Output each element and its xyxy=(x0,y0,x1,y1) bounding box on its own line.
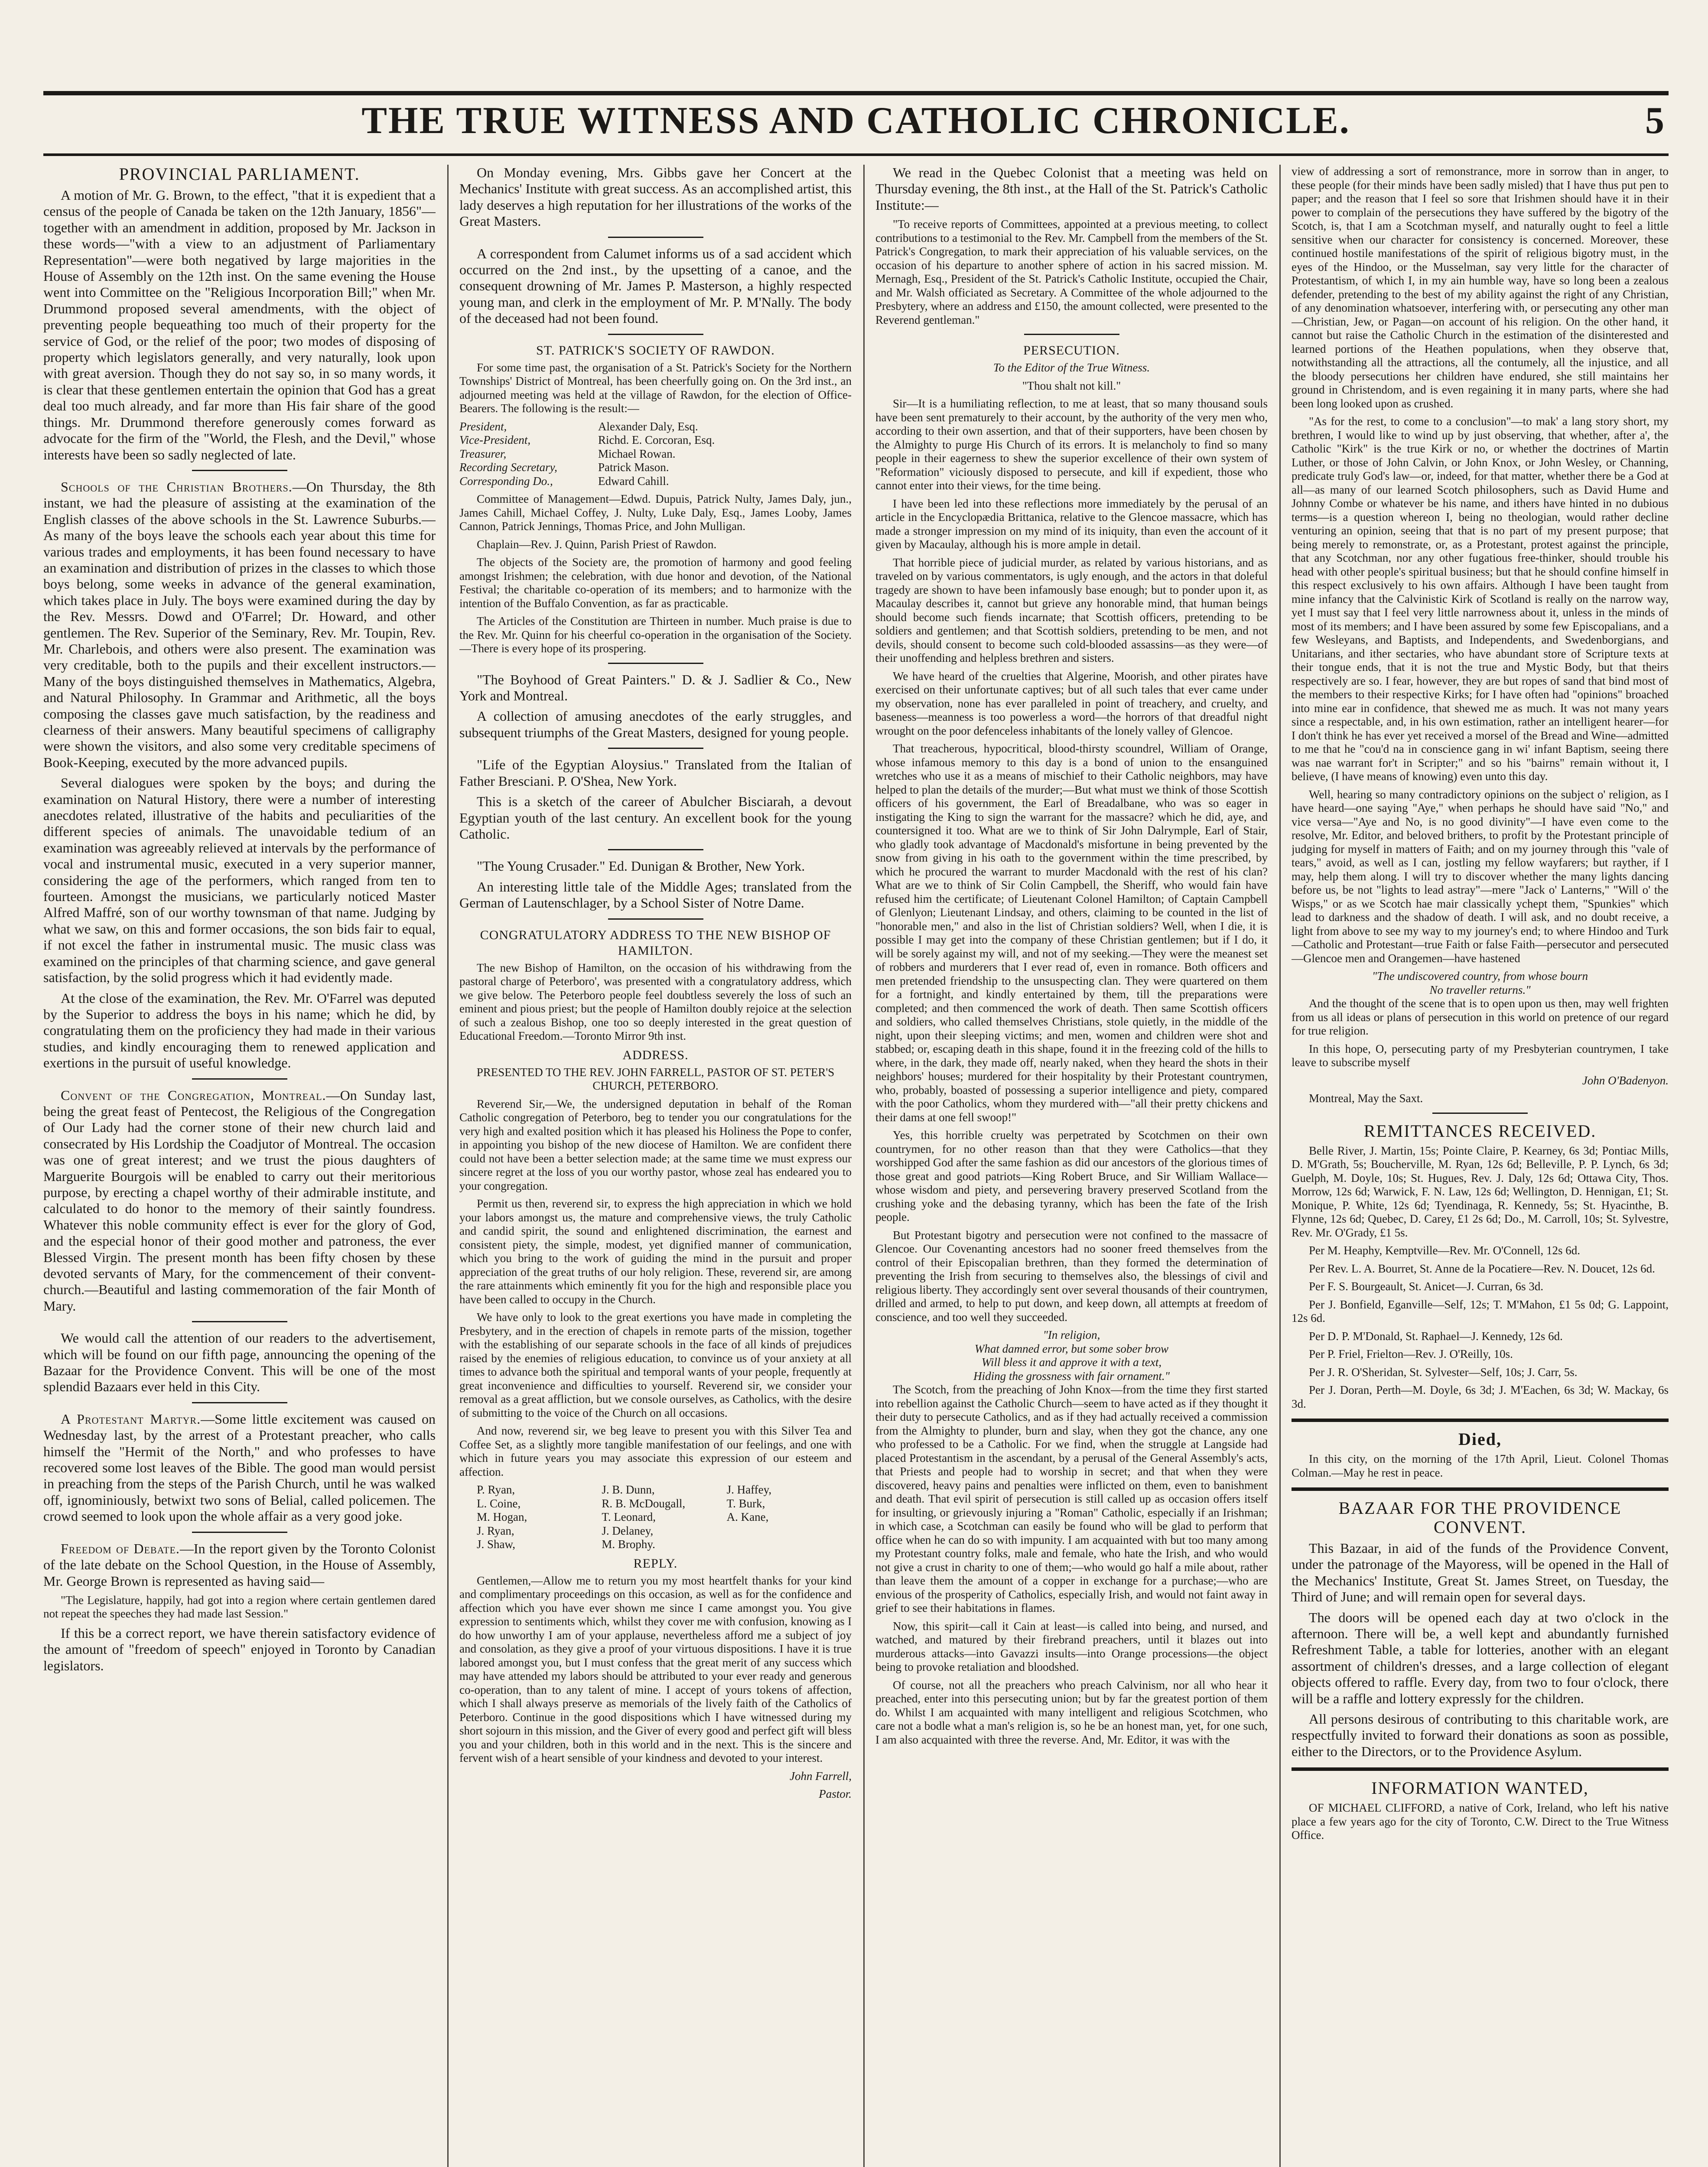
article-paragraph: On Monday evening, Mrs. Gibbs gave her Concert at the Mechanics' Institute with great success. As an accomplished artist, this lady deserves a high reputation for her illustrations of the works of the Great Masters. xyxy=(459,165,852,229)
article-paragraph: Now, this spirit—call it Cain at least—is called into being, and nursed, and watched, and matured by their firebrand preachers, until it blazes out into murderous attacks—into Gavazzi insults—into Orange processions—the object being to provoke retaliation and bloodshed. xyxy=(875,1619,1268,1674)
article-paragraph: But Protestant bigotry and persecution were not confined to the massacre of Glencoe. Our Covenanting ancestors had no sooner freed themselves from the control of their Episcopalian brethren, than they formed the determination of preventing the Irish from securing to themselves also, the blessings of civil and religious liberty. They accordingly sent over several thousands of their countrymen, drilled and armed, to help to put down, and keep down, all attempts at freedom of conscience, and too well they succeeded. xyxy=(875,1228,1268,1324)
subheading: REPLY. xyxy=(633,1556,678,1571)
signer-name: T. Burk, xyxy=(726,1497,765,1510)
signer-name xyxy=(727,1538,852,1552)
newspaper-title: THE TRUE WITNESS AND CATHOLIC CHRONICLE. xyxy=(361,100,1350,142)
officer-row xyxy=(459,475,852,488)
officer-role: Corresponding Do., xyxy=(459,474,553,488)
column-4 xyxy=(1292,165,1669,2167)
article-paragraph xyxy=(43,1541,436,1589)
article-paragraph xyxy=(43,1087,436,1315)
separator-rule xyxy=(1292,1767,1669,1771)
article-paragraph: That treacherous, hypocritical, blood-thirsty scoundrel, William of Orange, whose infamous memory to this day is a bond of union to the ensanguined wretches who use it as a means of mischief to their Catholic neighbors, may have helped to plan the details of the murder;—But what must we think of those Scottish officers of his government, the Earl of Breadalbane, who was so eager in instigating the King to sign the warrant for the massacre? which he did, aye, and countersigned it too. What are we to think of Sir John Dalrymple, Earl of Stair, who gladly took advantage of Macdonald's misfortune in being prevented by the snow from giving in his oath to the government within the time prescribed, by which he procured the warrant to murder Macdonald with the rest of his clan? What are we to think of Sir Colin Campbell, the Sheriff, who would fain have refused him the certificate; of Lieutenant Colonel Hamilton; of Captain Campbell of Glenlyon; Lieutenant Lindsay, and others, claiming to be counted in the list of "honorable men," and also in the list of Christian soldiers? Well, when I die, it is possible I may get into the company of these Christian gentlemen; but if I do, it will be sorely against my will, and not of my seeking.—They were the meanest set of robbers and murderers that I ever read of, even in romance. Both officers and men pretended friendship to the unsuspecting clan. They were quartered on them for a fortnight, and kindly entertained by them, till the preparations were completed; and then commenced the work of death. Then same Scottish officers and soldiers, who called themselves Christians, stole quietly, in the middle of the night, upon their sleeping victims; and men, women and children were shot and stabbed; or, escaping death in this shape, found it in the freezing cold of the hills to where, in the dark, they made off, nearly naked, when they heard the shots in their neighbors' houses; murdered for their hospitality by their Protestant countrymen, who, probably, boasted of possessing a superior intelligence and piety, compared with the poor Catholics, whom they murdered with—"all their pretty chickens and their dams at one fell swoop!" xyxy=(875,742,1268,1124)
separator-rule xyxy=(608,918,703,920)
article-paragraph: Yes, this horrible cruelty was perpetrated by Scotchmen on their own countrymen, for no other reason than that they were Catholics—that they worshipped God after the same fashion as did our ancestors of the glorious times of those great and good patriots—King Robert Bruce, and Sir William Wallace—whose wisdom and piety, and persevering bravery preserved Scotland from the crushing yoke and the debasing tyranny, which has been the fate of the Irish people. xyxy=(875,1129,1268,1224)
signers-list xyxy=(477,1483,852,1552)
officer-role: President, xyxy=(459,420,507,433)
signer-name: A. Kane, xyxy=(726,1510,769,1524)
masthead-top-rule xyxy=(43,91,1669,95)
verse-line: What damned error, but some sober brow xyxy=(974,1342,1169,1355)
verse-line: Will bless it and approve it with a text, xyxy=(981,1356,1162,1369)
article-paragraph: In this hope, O, persecuting party of my Presbyterian countrymen, I take leave to subscribe myself xyxy=(1292,1042,1669,1069)
article-lead: A Protestant Martyr. xyxy=(61,1411,201,1427)
article-paragraph: We read in the Quebec Colonist that a meeting was held on Thursday evening, the 8th inst., at the Hall of the St. Patrick's Catholic Institute:— xyxy=(875,165,1268,213)
verse-line: "In religion, xyxy=(1043,1328,1100,1342)
officer-role: Vice-President, xyxy=(459,433,531,447)
signer-name: P. Ryan, xyxy=(477,1483,515,1497)
verse-line: "The undiscovered country, from whose bourn xyxy=(1372,970,1588,983)
quoted-text: "To receive reports of Committees, appointed at a previous meeting, to collect contributions to a testimonial to the Rev. Mr. Campbell from the members of the St. Patrick's Congregation, to mark their appreciation of his valuable services, on the occasion of his departure to another sphere of action in his sacred mission. M. Mernagh, Esq., President of the St. Patrick's Catholic Institute, occupied the Chair, and Mr. Walsh officiated as Secretary. A Committee of the whole adjourned to the Presbytery, where an address and £150, the amount collected, were presented to the Reverend gentleman." xyxy=(875,218,1268,326)
article-paragraph: The doors will be opened each day at two o'clock in the afternoon. There will be, a well kept and abundantly furnished Refreshment Table, a table for lotteries, another with an elegant assortment of children's dresses, and a large collection of elegant objects offered to raffle. Every day, from two to four o'clock, there will be a raffle and lottery expressly for the children. xyxy=(1292,1609,1669,1706)
verse-quote xyxy=(1292,970,1669,997)
article-paragraph: Gentlemen,—Allow me to return you my most heartfelt thanks for your kind and complimentary proceedings on this occasion, as well as for the confidence and affection which you have ever shown me since I came amongst you. You give expression to sentiments which, whilst they cover me with confusion, knowing as I do how unworthy I am of your applause, nevertheless afford me a subject of joy and consolation, as they give a proof of your virtuous dispositions. I have it is true labored amongst you, but I must confess that the great merit of any success which may have attended my labors should be attributed to your ever ready and generous co-operation, than to any talent of mine. I accept of yours tokens of affection, which I shall always preserve as memorials of the lively faith of the Catholics of Peterboro. Continue in the good dispositions which I have witnessed during my short sojourn in this mission, and the Giver of every good and perfect gift will bless you and your children, both in this world and in the next. This is the sincere and fervent wish of a heart sensible of your kindness and devoted to your interest. xyxy=(459,1574,852,1765)
signer-name: T. Leonard, xyxy=(602,1510,656,1524)
officer-name: Edward Cahill. xyxy=(598,474,669,488)
article-paragraph: OF MICHAEL CLIFFORD, a native of Cork, Ireland, who left his native place a few years ago for the city of Toronto, C.W. Direct to the True Witness Office. xyxy=(1292,1801,1669,1842)
letter-motto: "Thou shalt not kill." xyxy=(1022,379,1121,392)
officer-name: Richd. E. Corcoran, Esq. xyxy=(598,433,715,447)
article-paragraph: We have only to look to the great exertions you have made in completing the Presbytery, and in the erection of chapels in remote parts of the mission, together with the establishing of our separate schools in the face of all kinds of prejudices raised by the enemies of religious education, to convince us of your anxiety at all times to advance both the spiritual and temporal wants of your people, frequently at great inconvenience and difficulties to yourself. Reverend sir, we consider your removal as a great affliction, but we console ourselves, as Catholics, with the desire of submitting to the voice of the Church on all occasions. xyxy=(459,1311,852,1419)
article-paragraph: Reverend Sir,—We, the undersigned deputation in behalf of the Roman Catholic congregation of Peterboro, beg to tender you our congratulations for the very high and exalted position which it has pleased his Holiness the Pope to confer, in appointing you bishop of the new diocese of Hamilton. We are confident there could not have been a better selection made; at the same time we must express our sincere regret at the loss of you our worthy pastor, whose zeal has endeared you to your congregation. xyxy=(459,1097,852,1192)
column-1 xyxy=(43,165,436,2167)
article-paragraph: Permit us then, reverend sir, to express the high appreciation in which we hold your labors amongst us, the mature and comprehensive views, the truly Catholic and candid spirit, the sound and enlightened discrimination, the earnest and consistent piety, the simple, modest, yet dignified manner of communication, which you bring to the work of guiding the mind in the pursuit and proper appreciation of the great truths of our holy religion. These, reverend sir, are among the rare attainments which eminently fit you for the high and responsible place you have been called to occupy in the Church. xyxy=(459,1197,852,1306)
separator-rule xyxy=(1292,1419,1669,1422)
article-lead: Schools of the Christian Brothers. xyxy=(61,478,293,495)
article-paragraph: If this be a correct report, we have therein satisfactory evidence of the amount of "freedom of speech" enjoyed in Toronto by Canadian legislators. xyxy=(43,1625,436,1673)
verse-line: Hiding the grossness with fair ornament." xyxy=(973,1369,1170,1383)
separator-rule xyxy=(608,748,703,749)
signer-name: J. Shaw, xyxy=(477,1538,516,1551)
article-paragraph: "As for the rest, to come to a conclusion"—to mak' a lang story short, my brethren, I would like to wind up by just observing, that whether, after a', the Catholic "Kirk" is the true Kirk or no, or whether the doctrines of Martin Luther, or those of John Calvin, or John Knox, or John Wesley, or Channing, predicate truly God's law—or, indeed, for that matter, whether there be a God at all—as many of our learned Scotch philosophers, such as David Hume and Johnny Combe or whatever be his name, and ithers have hinted in no dubious terms—is a question whereon I, being no theologian, would rather decline venturing an opinion, seeing that that is no part of my present purpose; that being merely to remonstrate, or, as a Protestant, protest against the principle, that any Scotchman, nor any other fugatious free-thinker, should trouble his head with other people's spiritual business; but that he should confine himself in this respect exclusively to his own affairs. Although I have been taught from mine infancy that the Calvinistic Kirk of Scotland is really on the narrow way, yet I must say that I feel very little narrowness about it, unless in the minds of most of its members; and I have been assured by some few Episcopalians, and a few Wesleyans, and Baptists, and Independents, and Swedenborgians, and Unitarians, and ither sectaries, who have abundant store of Scripture texts at their tongue ends, that it is not the true and Mystic Body, but that theirs respectively are so. I fear, however, they are but ropes of sand that bind most of the members to their respective Kirks; for I have often had "opinions" broached into mine ear in confidence, that shewed me as much. It was not many years since a respectable, and, in his own estimation, rather an intelligent hearer—for I don't think he has ever yet received a morsel of the Bread and Wine—admitted to me that he "cou'd na in conscience gang in wi' infant Baptism, seeing there was nae warrant for't in Scripter;" and so his "bairns" remain without it, I believe, (I have means of knowing) even unto this day. xyxy=(1292,415,1669,783)
article-paragraph: And the thought of the scene that is to open upon us then, may well frighten from us all ideas or plans of persecution in this world on pretence of our regard for true religion. xyxy=(1292,997,1669,1037)
article-paragraph: All persons desirous of contributing to this charitable work, are respectfully invited to forward their donations as soon as possible, either to the Directors, or to the Providence Asylum. xyxy=(1292,1711,1669,1759)
verse-line: No traveller returns." xyxy=(1429,983,1531,996)
signer-name: M. Brophy. xyxy=(602,1538,655,1551)
column-divider xyxy=(447,165,449,2167)
remittance-entry: Per F. S. Bourgeault, St. Anicet—J. Curran, 6s 3d. xyxy=(1309,1280,1544,1293)
article-paragraph: This Bazaar, in aid of the funds of the Providence Convent, under the patronage of the Mayoress, will be opened in the Hall of the Mechanics' Institute, Great St. James Street, on Tuesday, the Third of June; and will remain open for several days. xyxy=(1292,1540,1669,1605)
signer-name xyxy=(727,1524,852,1538)
article-text: —In the report given by the Toronto Colonist of the late debate on the School Question, in the House of Assembly, Mr. George Brown is represented as having said— xyxy=(43,1540,436,1589)
book-title: "Life of the Egyptian Aloysius." Translated from the Italian of Father Bresciani. P. O'Shea, New York. xyxy=(459,757,852,789)
column-3 xyxy=(875,165,1268,2167)
remittance-list: Belle River, J. Martin, 15s; Pointe Claire, P. Kearney, 6s 3d; Pontiac Mills, D. M'Grath, 5s; Boucherville, M. Ryan, 12s 6d; Belleville, P. P. Lynch, 6s 3d; Guelph, M. Doyle, 10s; St. Hugues, Rev. J. Daly, 12s 6d; Ottawa City, Thos. Morrow, 12s 6d; Warwick, F. N. Law, 12s 6d; Wellington, D. Hennigan, £1; St. Monique, P. White, 12s 6d; Tyendinaga, R. Kennedy, 5s; St. Hyacinthe, B. Flynne, 12s 6d; Quebec, D. Carey, £1 2s 6d; Do., M. Carroll, 10s; St. Sylvestre, Rev. Mr. O'Grady, £1 5s. xyxy=(1292,1144,1669,1239)
article-paragraph: Well, hearing so many contradictory opinions on the subject o' religion, as I have heard—one saying "Aye," when perhaps he should have said "No," and vice versa—"Aye and No, is no good divinity"—I have even come to the resolve, Mr. Editor, and beloved brithers, to profit by the Protestant principle of judging for myself in matters of Faith; and on my journey through this "vale of tears," avoid, as well as I can, jostling my fellow wayfarers; but rayther, if I may, help them along. I will try to discover whether the many lights dancing before us, be not "lights to lead astray"—mere "Jack o' Lanterns," "Will o' the Wisps," or as we Scotch hae mair classically ychept them, "Spunkies" which lead to darkness and the shadow of death. I will ask, and no doubt receive, a light from above to see my way to my journey's end; to where Hindoo and Turk—Catholic and Protestant—true Faith or false Faith—persecutor and persecuted—Glencoe men and Orangemen—have hastened xyxy=(1292,787,1669,965)
article-paragraph: And now, reverend sir, we beg leave to present you with this Silver Tea and Coffee Set, as a slightly more tangible manifestation of our feelings, and one with which in future years you may associate this expression of our esteem and affection. xyxy=(459,1424,852,1478)
remittance-entry: Per J. R. O'Sheridan, St. Sylvester—Self, 10s; J. Carr, 5s. xyxy=(1309,1365,1578,1379)
article-text: —On Thursday, the 8th instant, we had the pleasure of assisting at the examination of the English classes of the above schools in the St. Lawrence Suburbs.—As many of the boys leave the schools each year about this time for various trades and employments, it has been found necessary to have an examination and distribution of prizes in the classes to which those boys belong, some weeks in advance of the general examination, which takes place in July. The boys were examined during the day by the Rev. Messrs. Dowd and O'Farrel; Dr. Howard, and other gentlemen. The Rev. Superior of the Seminary, Rev. Mr. Toupin, Rev. Mr. Charlebois, and others were also present. The examination was very creditable, both to the pupils and their excellent instructors.—Many of the boys distinguished themselves in Mathematics, Algebra, and Natural Philosophy. In Grammar and Arithmetic, all the boys composing the classes gave much satisfaction, by the readiness and clearness of their answers. Many beautiful specimens of calligraphy were shown the visitors, and also some very creditable specimens of Book-Keeping, executed by the more advanced pupils. xyxy=(43,478,436,770)
article-paragraph: That horrible piece of judicial murder, as related by various historians, and as traveled on by various commentators, is ugly enough, and the actors in that doleful tragedy are shown to have been infamously base enough; but to ponder upon it, as Macaulay describes it, cannot but grieve any honorable mind, that human beings should become such fiends incarnate; that Scottish officers, pretending to be soldiers and gentlemen; and that Scottish soldiers, pretending to be men, and not devils, should consent to become such cold-blooded assassins—as they were—of their unoffending and helpless brethren and sisters. xyxy=(875,556,1268,665)
officer-role: Recording Secretary, xyxy=(459,461,557,474)
column-2 xyxy=(459,165,852,2167)
remittance-entry: Per D. P. M'Donald, St. Raphael—J. Kennedy, 12s 6d. xyxy=(1309,1329,1563,1343)
article-paragraph: A motion of Mr. G. Brown, to the effect, "that it is expedient that a census of the people of Canada be taken on the 12th January, 1856"—together with an amendment in addition, proposed by Mr. Jackson in these words—"with a view to an adjustment of Parliamentary Representation"—were both negatived by large majorities in the House of Assembly on the 12th inst. On the same evening the House went into Committee on the "Religious Incorporation Bill;" when Mr. Drummond proposed several amendments, with the object of preventing people bequeathing too much of their property for the service of God, or the relief of the poor; two modes of disposing of property which legislators generally, and very naturally, look upon with great aversion. Though they do not say so, in so many words, it is clear that these gentlemen entertain the opinion that God has a great deal too much already, and far more than His fair share of the good things. Mr. Drummond therefore generously comes forward as advocate for the firm of the "World, the Flesh, and the Devil," whose interests have been so sadly neglected of late. xyxy=(43,187,436,462)
officer-name: Michael Rowan. xyxy=(598,447,676,460)
article-paragraph: A correspondent from Calumet informs us of a sad accident which occurred on the 2nd inst., by the upsetting of a canoe, and the consequent drowning of Mr. James P. Masterson, a highly respected young man, and clerk in the employment of Mr. P. M'Nally. The body of the deceased had not been found. xyxy=(459,245,852,326)
signer-name: M. Hogan, xyxy=(477,1510,527,1524)
separator-rule xyxy=(608,237,703,238)
remittance-entry: Per J. Doran, Perth—M. Doyle, 6s 3d; J. M'Eachen, 6s 3d; W. Mackay, 6s 3d. xyxy=(1292,1383,1669,1410)
separator-rule xyxy=(192,1532,287,1533)
officer-row xyxy=(459,433,852,447)
signer-name: J. Haffey, xyxy=(726,1483,772,1497)
separator-rule xyxy=(1292,1487,1669,1491)
article-paragraph: This is a sketch of the career of Abulcher Bisciarah, a devout Egyptian youth of the last century. An excellent book for the young Catholic. xyxy=(459,794,852,842)
letter-address: To the Editor of the True Witness. xyxy=(993,361,1150,374)
dateline: Montreal, May the Saxt. xyxy=(1309,1092,1423,1105)
section-heading: CONGRATULATORY ADDRESS TO THE NEW BISHOP OF HAMILTON. xyxy=(480,927,831,958)
officer-row xyxy=(459,447,852,461)
article-paragraph: The objects of the Society are, the promotion of harmony and good feeling amongst Irishmen; the celebration, with due honor and devotion, of the National Festival; the charitable co-operation of its members; and to harmonize with the intention of the Buffalo Convention, as far as practicable. xyxy=(459,556,852,610)
article-paragraph: A collection of amusing anecdotes of the early struggles, and subsequent triumphs of the Great Masters, designed for young people. xyxy=(459,708,852,740)
signer-name: J. B. Dunn, xyxy=(602,1483,655,1497)
page-number: 5 xyxy=(1645,100,1664,142)
masthead xyxy=(43,91,1669,156)
separator-rule xyxy=(608,334,703,335)
article-paragraph: The Articles of the Constitution are Thirteen in number. Much praise is due to the Rev. Mr. Quinn for his cheerful co-operation in the organisation of the Society.—There is every hope of its prospering. xyxy=(459,615,852,655)
article-paragraph xyxy=(43,479,436,771)
officer-row xyxy=(459,420,852,434)
section-heading: Died, xyxy=(1458,1429,1502,1449)
article-paragraph: view of addressing a sort of remonstrance, more in sorrow than in anger, to these people (for their minds have been sadly misled) that I have thus put pen to paper; and the reason that I feel so sore that Irishmen should have it in their power to complain of the persecutions they have suffered by the bigotry of the Scotch, is, that I am a Scotchman myself, and naturally ought to feel a little sensitive when our character for consistency is concerned. Moreover, these continued hostile manifestations of the spirit of religious bigotry must, in the eyes of the Hindoo, or the Musselman, say very little for the character of Protestantism, of which I, in my ain humble way, have so long been a zealous defender, pretending to the best of my ability against the right of any Christian, of any denomination whatsoever, interfering with, or persecuting any other man—Christian, Jew, or Pagan—on account of his religion. On the other hand, it cannot but raise the Catholic Church in the estimation of the disinterested and learned portions of the Heathen populations, when they observe that, notwithstanding all the attractions, all the contumely, all the injustice, and all the bloody persecutions her children have endured, she still maintains her ground in Christendom, and is even regaining it in many parts, where she had been long looked upon as crushed. xyxy=(1292,165,1669,410)
columns xyxy=(43,165,1669,2167)
separator-rule xyxy=(608,663,703,664)
remittance-entry: Per M. Heaphy, Kemptville—Rev. Mr. O'Connell, 12s 6d. xyxy=(1309,1244,1581,1257)
article-paragraph: I have been led into these reflections more immediately by the perusal of an article in the Encyclopædia Brittanica, relative to the Glencoe massacre, which has made a stronger impression on my mind of its iniquity, than even the account of it given by Macaulay, although his is more ample in detail. xyxy=(875,497,1268,551)
article-text: —On Sunday last, being the great feast of Pentecost, the Religious of the Congregation of Our Lady had the corner stone of their new church laid and consecrated by His Lordship the Coadjutor of Montreal. The occasion was one of great interest; and we trust the pious daughters of Marguerite Bourgois will be enabled to carry out their meritorious purpose, by erecting a chapel worthy of their admirable institute, and calculated to do honor to the memory of their saintly foundress. Whatever this noble community effect is ever for the glory of God, and the especial honor of their good mother and patroness, the ever Blessed Virgin. The present month has been fifty chosen by these devoted servants of Mary, for the commencement of their convent-church.—Beautiful and lasting commemoration of the fair Month of Mary. xyxy=(43,1087,436,1314)
remittance-entry: Per Rev. L. A. Bourret, St. Anne de la Pocatiere—Rev. N. Doucet, 12s 6d. xyxy=(1309,1262,1655,1275)
article-paragraph: Chaplain—Rev. J. Quinn, Parish Priest of Rawdon. xyxy=(477,537,717,551)
officers-list xyxy=(459,420,852,488)
article-paragraph: We would call the attention of our readers to the advertisement, which will be found on our fifth page, announcing the opening of the Bazaar for the Providence Convent. This will be one of the most splendid Bazaars ever held in this City. xyxy=(43,1330,436,1395)
officer-name: Patrick Mason. xyxy=(598,461,669,474)
section-heading: ST. PATRICK'S SOCIETY OF RAWDON. xyxy=(536,343,775,358)
section-heading: REMITTANCES RECEIVED. xyxy=(1363,1121,1597,1141)
article-paragraph: Committee of Management—Edwd. Dupuis, Patrick Nulty, James Daly, jun., James Cahill, Michael Coffey, J. Nulty, Luke Daly, Esq., James Looby, James Cannon, Patrick Jennings, Thomas Price, and John Mulligan. xyxy=(459,492,852,533)
article-text: —Some little excitement was caused on Wednesday last, by the arrest of a Protestant preacher, who calls himself the "Hermit of the North," and who professes to have recovered some lost leaves of the Bible. The good man would persist in preaching from the steps of the Parish Church, until he was walked off, ignominiously, betwixt two sons of Belial, called policemen. The crowd seemed to look upon the whole affair as a very good joke. xyxy=(43,1411,436,1524)
separator-rule xyxy=(1432,1113,1528,1114)
signer-name: R. B. McDougall, xyxy=(602,1497,686,1510)
article-paragraph: We have heard of the cruelties that Algerine, Moorish, and other pirates have exercised on their unfortunate captives; but of all such tales that ever came under my observation, none has ever paralleled in point of treachery, and cruelty, and baseness—meanness is too powerless a word—the horrors of that dreadful night wrought on the poor defenceless inhabitants of the lonely valley of Glencoe. xyxy=(875,669,1268,737)
masthead-bottom-rule xyxy=(43,153,1669,156)
article-paragraph: The Scotch, from the preaching of John Knox—from the time they first started into rebellion against the Catholic Church—seem to have acted as if they thought it their duty to persecute Catholics, and as if they had actually received a commission from the Almighty to plunder, burn and slay, when they got the chance, any one who professed to be a Catholic. For we find, when the struggle at Langside had placed Protestantism in the ascendant, by a perusal of the General Assembly's acts, that Priests and people had to worship in secret; and that when they were discovered, heavy pains and penalties were inflicted on them, even to banishment and death. That evil spirit of persecution is still called up as occasion offers itself for insulting, or grievously injuring a "Roman" Catholic, especially if an Irishman; in which case, a Scotchman can easily be found who will be glad to perform that office when he can do so with impunity. I am acquainted with but too many among my Protestant country folks, male and female, who hate the Irish, and who would not give a crust in charity to one of them;—who would go half a mile about, rather than leave them the amount of a copper in exchange for a purchase;—who are envious of the prosperity of Catholics, especially Irish, and would not faint away in grief to see their habitations in flames. xyxy=(875,1383,1268,1615)
article-paragraph: For some time past, the organisation of a St. Patrick's Society for the Northern Townships' District of Montreal, has been cheerfully going on. On the 3rd inst., an adjourned meeting was held at the village of Rawdon, for the election of Office-Bearers. The following is the result:— xyxy=(459,361,852,415)
signature: John Farrell, xyxy=(790,1769,852,1783)
article-paragraph: Sir—It is a humiliating reflection, to me at least, that so many thousand souls have been sent prematurely to their account, by the authority of the very men who, according to their own assertion, and that of their supporters, have been chosen by the Almighty to purge His Church of its errors. It is melancholy to find so many people in their eagerness to shew the superior excellence of their own system of "Reformation" viciously disposed to persecute, and kill if expedient, those who cannot enter into their views, for the time being. xyxy=(875,397,1268,492)
signer-name: L. Coine, xyxy=(477,1497,521,1510)
book-title: "The Boyhood of Great Painters." D. & J. Sadlier & Co., New York and Montreal. xyxy=(459,671,852,704)
officer-role: Treasurer, xyxy=(459,447,507,460)
book-title: "The Young Crusader." Ed. Dunigan & Brother, New York. xyxy=(477,858,805,874)
column-divider xyxy=(1279,165,1281,2167)
article-lead: Freedom of Debate. xyxy=(61,1540,180,1556)
article-paragraph: Of course, not all the preachers who preach Calvinism, nor all who hear it preached, enter into this persecuting union; but by far the greatest portion of them do. Whilst I am acquainted with many intelligent and religious Scotchmen, who care not a bodle what a man's religion is, so he be an honest man, yet, for one such, I am also acquainted with three the reverse. And, Mr. Editor, it was with the xyxy=(875,1678,1268,1746)
separator-rule xyxy=(608,849,703,850)
separator-rule xyxy=(192,470,287,471)
article-lead: Convent of the Congregation, Montreal. xyxy=(61,1087,326,1103)
separator-rule xyxy=(192,1321,287,1322)
remittance-entry: Per J. Bonfield, Eganville—Self, 12s; T. M'Mahon, £1 5s 0d; G. Lappoint, 12s 6d. xyxy=(1292,1298,1669,1324)
separator-rule xyxy=(192,1078,287,1080)
quoted-text: "The Legislature, happily, had got into a region where certain gentlemen dared not repeat the speeches they had made last Session." xyxy=(43,1593,436,1620)
section-heading: BAZAAR FOR THE PROVIDENCE CONVENT. xyxy=(1338,1498,1622,1537)
address-recipient: PRESENTED TO THE REV. JOHN FARRELL, PASTOR OF ST. PETER'S CHURCH, PETERBORO. xyxy=(476,1065,835,1093)
separator-rule xyxy=(192,1402,287,1403)
article-paragraph xyxy=(43,1411,436,1525)
separator-rule xyxy=(1024,334,1119,335)
article-paragraph: Several dialogues were spoken by the boys; and during the examination on Natural History, there were a number of interesting anecdotes related, illustrative of the habits and peculiarities of the different species of animals. The unavoidable tedium of an examination was agreeably relieved at intervals by the performance of vocal and instrumental music, executed in a very superior manner, considering the age of the performers, which ranged from ten to fourteen. Amongst the musicians, we particularly noticed Master Alfred Maffré, son of our worthy townsman of that name. Judging by what we saw, on this and former occasions, the son bids fair to equal, if not excel the father in instrumental music. The music class was examined on the principles of that charming science, and gave general satisfaction, by the solid progress which it had evidently made. xyxy=(43,775,436,986)
section-heading: PERSECUTION. xyxy=(1023,343,1120,358)
signature: John O'Badenyon. xyxy=(1582,1074,1669,1087)
section-heading: INFORMATION WANTED, xyxy=(1371,1778,1589,1798)
remittance-entry: Per P. Friel, Frielton—Rev. J. O'Reilly, 10s. xyxy=(1309,1347,1513,1360)
verse-quote xyxy=(875,1328,1268,1383)
article-paragraph: The new Bishop of Hamilton, on the occasion of his withdrawing from the pastoral charge of Peterboro', was presented with a congratulatory address, which we give below. The Peterboro people feel doubtless severely the loss of such an eminent and pious priest; but the people of Hamilton doubly rejoice at the selection of such a zealous Bishop, one too so deeply interested in the great question of Educational Freedom.—Toronto Mirror 9th inst. xyxy=(459,961,852,1043)
signature-title: Pastor. xyxy=(819,1787,852,1801)
signer-name: J. Delaney, xyxy=(602,1524,654,1537)
article-paragraph: An interesting little tale of the Middle Ages; translated from the German of Lautenschlager, by a School Sister of Notre Dame. xyxy=(459,879,852,911)
signer-name: J. Ryan, xyxy=(477,1524,514,1537)
obituary: In this city, on the morning of the 17th April, Lieut. Colonel Thomas Colman.—May he rest in peace. xyxy=(1292,1452,1669,1479)
subheading: ADDRESS. xyxy=(622,1048,689,1062)
officer-row xyxy=(459,461,852,475)
section-heading: PROVINCIAL PARLIAMENT. xyxy=(119,165,360,184)
article-paragraph: At the close of the examination, the Rev. Mr. O'Farrel was deputed by the Superior to address the boys in his name; which he did, by congratulating them on the proficiency they had made in their various studies, and kindly encouraging them to renewed application and exertions in the pursuit of useful knowledge. xyxy=(43,990,436,1071)
column-divider xyxy=(863,165,865,2167)
officer-name: Alexander Daly, Esq. xyxy=(598,420,698,433)
